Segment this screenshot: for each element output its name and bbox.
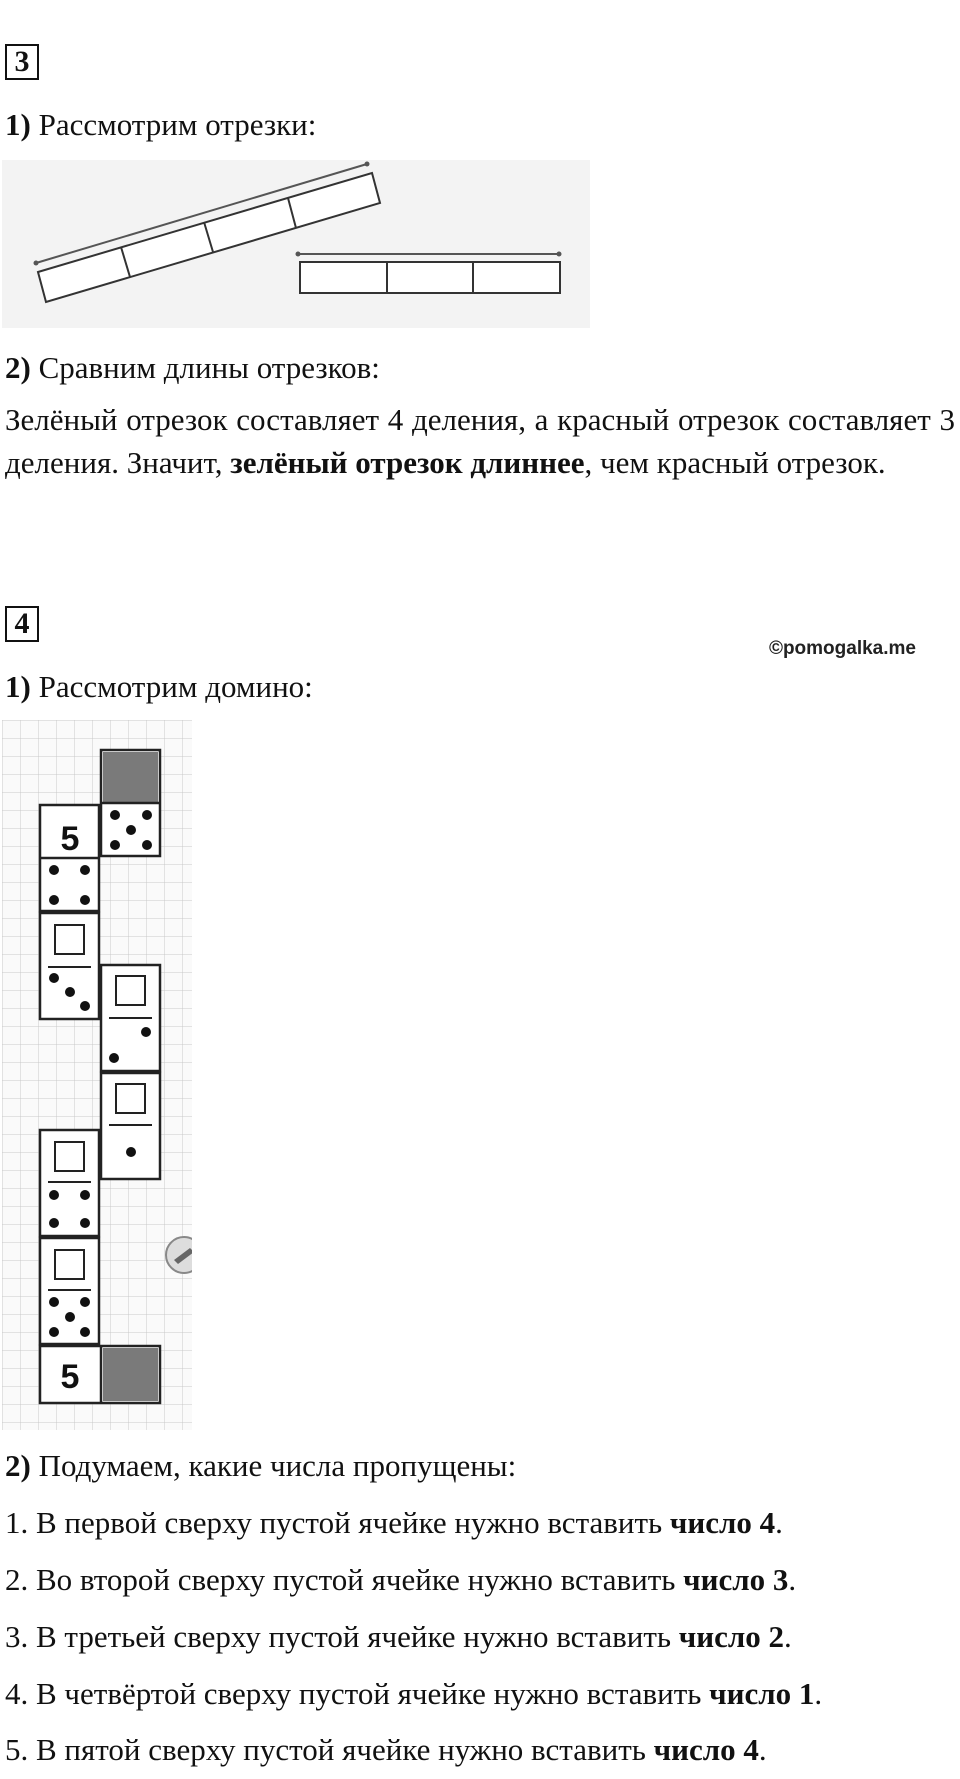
answer-text: 5. В пятой сверху пустой ячейке нужно вставить — [5, 1732, 654, 1767]
answer-line — [5, 1674, 822, 1714]
answer-text: 1. В первой сверху пустой ячейке нужно вставить — [5, 1505, 670, 1540]
step-text: Рассмотрим отрезки: — [30, 107, 317, 142]
domino-7 — [40, 1238, 99, 1344]
domino-3 — [40, 913, 99, 1019]
step-text: Сравним длины отрезков: — [30, 350, 380, 385]
step-number: 2) — [5, 350, 31, 385]
step-number: 1) — [5, 107, 31, 142]
answer-end: . — [788, 1562, 797, 1597]
domino-5 — [101, 1073, 160, 1179]
domino-label-bottom: 5 — [60, 1358, 80, 1396]
explanation-text: Зелёный отрезок составляет 4 деления, а красный отрезок составляет 3 деления. Значит, — [5, 402, 955, 480]
domino-2 — [40, 805, 99, 911]
answer-line — [5, 1560, 796, 1600]
answer-end: . — [775, 1505, 783, 1540]
empty-cell-4 — [55, 1142, 84, 1171]
step-text: Подумаем, какие числа пропущены: — [30, 1448, 517, 1483]
task-4-number: 4 — [5, 606, 39, 642]
answer-text: 3. В третьей сверху пустой ячейке нужно вставить — [5, 1619, 679, 1654]
task-3-explanation — [5, 398, 955, 484]
answer-end: . — [814, 1676, 823, 1711]
answer-text: 2. Во второй сверху пустой ячейке нужно вставить — [5, 1562, 684, 1597]
watermark: ©pomogalka.me — [768, 638, 916, 659]
task-3-step-2 — [5, 348, 380, 388]
answer-line — [5, 1617, 792, 1657]
domino-1 — [101, 750, 160, 856]
empty-cell-3 — [116, 1084, 145, 1113]
step-number: 2) — [5, 1448, 31, 1483]
domino-4 — [101, 965, 160, 1071]
answer-line — [5, 1730, 767, 1770]
domino-label-top: 5 — [60, 820, 80, 858]
step-number: 1) — [5, 669, 31, 704]
task-4-step-1 — [5, 667, 313, 707]
segments-figure — [2, 160, 590, 328]
red-segment-bar — [300, 262, 560, 293]
gray-cell — [103, 1348, 158, 1401]
empty-cell-5 — [55, 1250, 84, 1279]
answer-value: число 1 — [709, 1676, 815, 1711]
domino-8 — [40, 1346, 160, 1403]
task-4-step-2 — [5, 1446, 516, 1486]
answer-line — [5, 1503, 783, 1543]
answer-end: . — [758, 1732, 767, 1767]
answer-value: число 3 — [683, 1562, 789, 1597]
gray-cell — [103, 752, 158, 802]
domino-6 — [40, 1130, 99, 1236]
answer-value: число 4 — [669, 1505, 776, 1540]
answer-text: 4. В четвёртой сверху пустой ячейке нужно вставить — [5, 1676, 710, 1711]
answer-value: число 4 — [653, 1732, 759, 1767]
step-text: Рассмотрим домино: — [30, 669, 313, 704]
empty-cell-1 — [55, 925, 84, 954]
domino-figure — [2, 720, 192, 1430]
task-3-step-1 — [5, 105, 316, 145]
explanation-conclusion: зелёный отрезок длиннее — [230, 445, 585, 480]
answer-value: число 2 — [678, 1619, 785, 1654]
pencil-icon — [166, 1237, 192, 1273]
empty-cell-2 — [116, 976, 145, 1005]
task-3-number: 3 — [5, 44, 39, 80]
explanation-text-end: , чем красный отрезок. — [584, 445, 886, 480]
answer-end: . — [784, 1619, 792, 1654]
